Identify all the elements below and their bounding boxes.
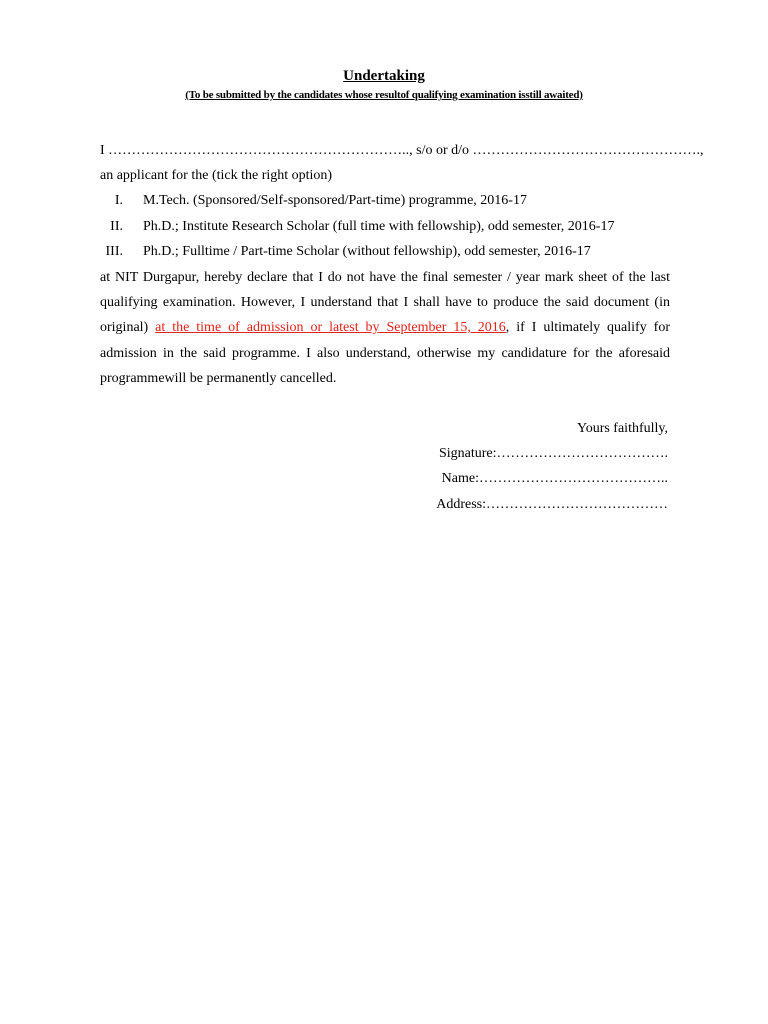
closing-yours: Yours faithfully,	[576, 421, 668, 436]
option-text: Ph.D.; Institute Research Scholar (full time with fellowship), odd semester, 2016-17	[143, 219, 615, 234]
intro-line: I ……………………………………………………….., s/o or d/o ………………………………………….,	[100, 143, 704, 158]
body-line: qualifying examination. However, I understand that I shall have to produce the said document (in	[100, 295, 670, 310]
page-subtitle: (To be submitted by the candidates whose resultof qualifying examination isstill awaited)	[185, 89, 583, 101]
body-line: admission in the said programme. I also understand, otherwise my candidature for the aforesaid	[100, 346, 670, 361]
body-line: at NIT Durgapur, hereby declare that I do not have the final semester / year mark sheet of the last	[100, 270, 670, 285]
option-number: III.	[105, 244, 123, 259]
applicant-line: an applicant for the (tick the right option)	[100, 168, 333, 183]
body-text: original)	[100, 320, 149, 335]
option-text: Ph.D.; Fulltime / Part-time Scholar (without fellowship), odd semester, 2016-17	[143, 244, 591, 259]
option-text: M.Tech. (Sponsored/Self-sponsored/Part-time) programme, 2016-17	[143, 193, 527, 208]
body-line: programmewill be permanently cancelled.	[100, 371, 337, 386]
option-number: I.	[114, 193, 123, 208]
address-field: Address:…………………………………	[436, 497, 668, 512]
body-line	[100, 320, 670, 336]
deadline-highlight: at the time of admission or latest by September 15, 2016	[155, 320, 506, 335]
name-field: Name:…………………………………..	[441, 471, 668, 486]
page-title: Undertaking	[343, 68, 425, 84]
signature-field: Signature:……………………………….	[438, 446, 668, 461]
body-text: , if I ultimately qualify for	[505, 320, 670, 335]
option-number: II.	[110, 219, 123, 234]
